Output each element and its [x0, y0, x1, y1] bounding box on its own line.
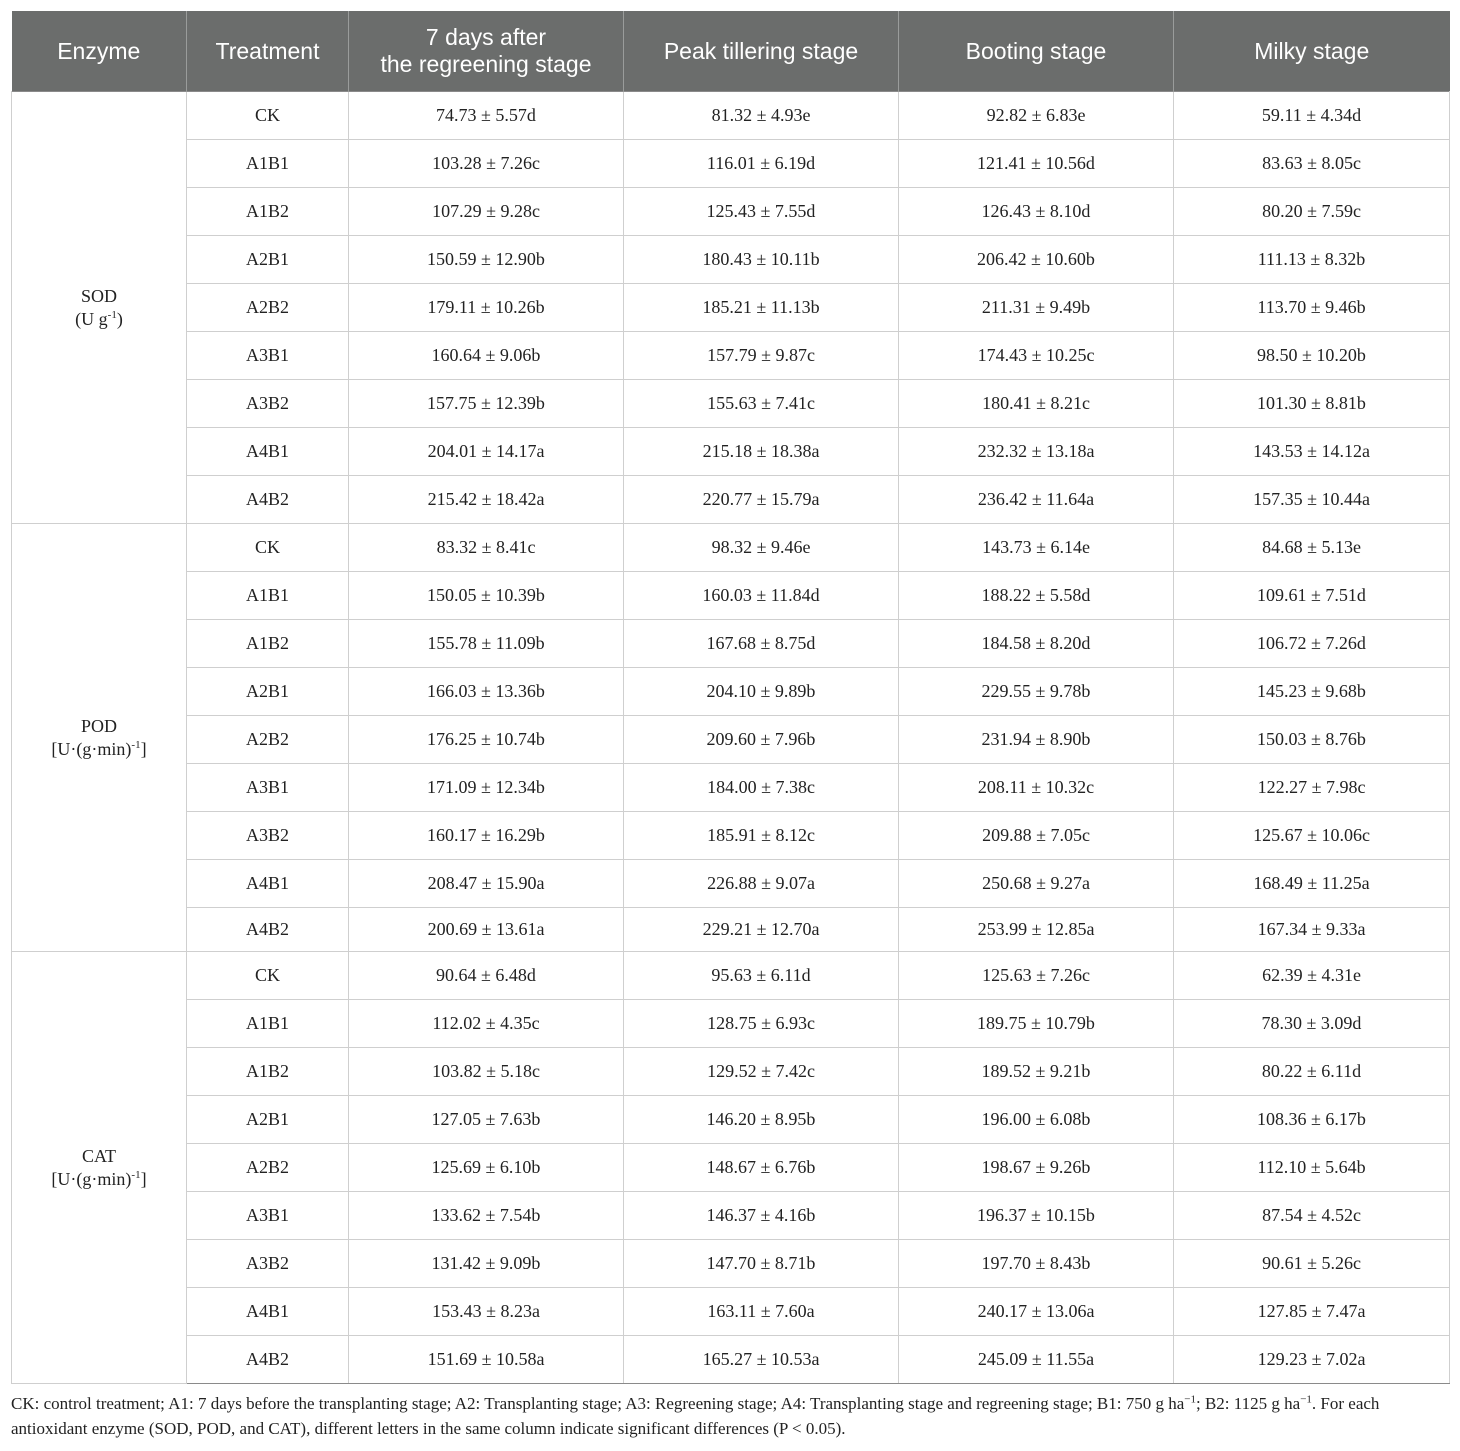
- value-cell: 245.09 ± 11.55a: [899, 1336, 1174, 1384]
- treatment-cell: CK: [187, 524, 349, 572]
- value-cell: 80.20 ± 7.59c: [1174, 188, 1450, 236]
- value-cell: 80.22 ± 6.11d: [1174, 1048, 1450, 1096]
- value-cell: 106.72 ± 7.26d: [1174, 620, 1450, 668]
- value-cell: 111.13 ± 8.32b: [1174, 236, 1450, 284]
- treatment-cell: A4B1: [187, 1288, 349, 1336]
- value-cell: 147.70 ± 8.71b: [624, 1240, 899, 1288]
- treatment-cell: A2B1: [187, 236, 349, 284]
- treatment-cell: A3B1: [187, 332, 349, 380]
- value-cell: 129.23 ± 7.02a: [1174, 1336, 1450, 1384]
- treatment-cell: A1B1: [187, 572, 349, 620]
- value-cell: 208.11 ± 10.32c: [899, 764, 1174, 812]
- enzyme-name: CAT: [81, 1145, 116, 1166]
- value-cell: 209.88 ± 7.05c: [899, 812, 1174, 860]
- treatment-cell: A3B2: [187, 1240, 349, 1288]
- value-cell: 157.79 ± 9.87c: [624, 332, 899, 380]
- table-row: [12, 236, 1450, 284]
- table-row: [12, 188, 1450, 236]
- value-cell: 101.30 ± 8.81b: [1174, 380, 1450, 428]
- treatment-cell: A2B2: [187, 284, 349, 332]
- value-cell: 151.69 ± 10.58a: [349, 1336, 624, 1384]
- value-cell: 59.11 ± 4.34d: [1174, 92, 1450, 140]
- value-cell: 157.35 ± 10.44a: [1174, 476, 1450, 524]
- value-cell: 128.75 ± 6.93c: [624, 1000, 899, 1048]
- value-cell: 155.63 ± 7.41c: [624, 380, 899, 428]
- value-cell: 200.69 ± 13.61a: [349, 908, 624, 952]
- treatment-cell: A2B2: [187, 1144, 349, 1192]
- value-cell: 179.11 ± 10.26b: [349, 284, 624, 332]
- table-row: [12, 716, 1450, 764]
- footnote-part2: ; B2: 1125 g ha: [1196, 1394, 1301, 1413]
- value-cell: 167.68 ± 8.75d: [624, 620, 899, 668]
- value-cell: 232.32 ± 13.18a: [899, 428, 1174, 476]
- value-cell: 229.55 ± 9.78b: [899, 668, 1174, 716]
- value-cell: 109.61 ± 7.51d: [1174, 572, 1450, 620]
- value-cell: 184.58 ± 8.20d: [899, 620, 1174, 668]
- treatment-cell: A2B1: [187, 1096, 349, 1144]
- value-cell: 236.42 ± 11.64a: [899, 476, 1174, 524]
- header-peak-tillering: Peak tillering stage: [624, 11, 899, 92]
- value-cell: 125.69 ± 6.10b: [349, 1144, 624, 1192]
- value-cell: 83.63 ± 8.05c: [1174, 140, 1450, 188]
- value-cell: 126.43 ± 8.10d: [899, 188, 1174, 236]
- table-row: [12, 1144, 1450, 1192]
- enzyme-name: POD: [80, 715, 117, 736]
- treatment-cell: A2B2: [187, 716, 349, 764]
- value-cell: 103.28 ± 7.26c: [349, 140, 624, 188]
- header-7-days-after-regreening: [349, 11, 624, 92]
- value-cell: 174.43 ± 10.25c: [899, 332, 1174, 380]
- value-cell: 127.05 ± 7.63b: [349, 1096, 624, 1144]
- table-row: [12, 140, 1450, 188]
- enzyme-unit-suffix: ]: [140, 738, 147, 759]
- treatment-cell: A1B1: [187, 140, 349, 188]
- value-cell: 198.67 ± 9.26b: [899, 1144, 1174, 1192]
- enzyme-unit-prefix: (U g: [75, 308, 108, 329]
- value-cell: 112.10 ± 5.64b: [1174, 1144, 1450, 1192]
- table-row: [12, 1000, 1450, 1048]
- value-cell: 171.09 ± 12.34b: [349, 764, 624, 812]
- table-row: [12, 284, 1450, 332]
- value-cell: 150.03 ± 8.76b: [1174, 716, 1450, 764]
- header-milky: Milky stage: [1174, 11, 1450, 92]
- table-footnote: [11, 1391, 1451, 1441]
- value-cell: 215.18 ± 18.38a: [624, 428, 899, 476]
- enzyme-unit-suffix: ): [116, 308, 123, 329]
- value-cell: 146.37 ± 4.16b: [624, 1192, 899, 1240]
- table-row: [12, 1192, 1450, 1240]
- treatment-cell: A1B2: [187, 188, 349, 236]
- value-cell: 84.68 ± 5.13e: [1174, 524, 1450, 572]
- value-cell: 204.01 ± 14.17a: [349, 428, 624, 476]
- value-cell: 95.63 ± 6.11d: [624, 952, 899, 1000]
- table-row: [12, 668, 1450, 716]
- value-cell: 103.82 ± 5.18c: [349, 1048, 624, 1096]
- value-cell: 240.17 ± 13.06a: [899, 1288, 1174, 1336]
- enzyme-cell-pod: [12, 524, 187, 952]
- value-cell: 131.42 ± 9.09b: [349, 1240, 624, 1288]
- value-cell: 231.94 ± 8.90b: [899, 716, 1174, 764]
- value-cell: 220.77 ± 15.79a: [624, 476, 899, 524]
- table-row: [12, 1336, 1450, 1384]
- value-cell: 253.99 ± 12.85a: [899, 908, 1174, 952]
- treatment-cell: A4B2: [187, 1336, 349, 1384]
- value-cell: 78.30 ± 3.09d: [1174, 1000, 1450, 1048]
- value-cell: 155.78 ± 11.09b: [349, 620, 624, 668]
- value-cell: 196.37 ± 10.15b: [899, 1192, 1174, 1240]
- table-row: [12, 428, 1450, 476]
- value-cell: 185.91 ± 8.12c: [624, 812, 899, 860]
- value-cell: 184.00 ± 7.38c: [624, 764, 899, 812]
- header-booting: Booting stage: [899, 11, 1174, 92]
- value-cell: 189.52 ± 9.21b: [899, 1048, 1174, 1096]
- value-cell: 215.42 ± 18.42a: [349, 476, 624, 524]
- header-col1-line2: the regreening stage: [380, 51, 592, 77]
- table-row: [12, 952, 1450, 1000]
- value-cell: 87.54 ± 4.52c: [1174, 1192, 1450, 1240]
- value-cell: 98.50 ± 10.20b: [1174, 332, 1450, 380]
- value-cell: 92.82 ± 6.83e: [899, 92, 1174, 140]
- value-cell: 160.64 ± 9.06b: [349, 332, 624, 380]
- treatment-cell: A2B1: [187, 668, 349, 716]
- table-row: [12, 524, 1450, 572]
- value-cell: 206.42 ± 10.60b: [899, 236, 1174, 284]
- value-cell: 108.36 ± 6.17b: [1174, 1096, 1450, 1144]
- table-row: [12, 812, 1450, 860]
- value-cell: 189.75 ± 10.79b: [899, 1000, 1174, 1048]
- enzyme-unit-exponent: -1: [131, 1168, 141, 1181]
- value-cell: 146.20 ± 8.95b: [624, 1096, 899, 1144]
- table-row: [12, 1240, 1450, 1288]
- value-cell: 250.68 ± 9.27a: [899, 860, 1174, 908]
- value-cell: 153.43 ± 8.23a: [349, 1288, 624, 1336]
- header-col1-line1: 7 days after: [425, 24, 547, 50]
- value-cell: 90.64 ± 6.48d: [349, 952, 624, 1000]
- enzyme-unit-exponent: -1: [131, 738, 141, 751]
- header-treatment: Treatment: [187, 11, 349, 92]
- value-cell: 160.03 ± 11.84d: [624, 572, 899, 620]
- table-row: [12, 908, 1450, 952]
- value-cell: 133.62 ± 7.54b: [349, 1192, 624, 1240]
- value-cell: 163.11 ± 7.60a: [624, 1288, 899, 1336]
- value-cell: 229.21 ± 12.70a: [624, 908, 899, 952]
- value-cell: 196.00 ± 6.08b: [899, 1096, 1174, 1144]
- value-cell: 148.67 ± 6.76b: [624, 1144, 899, 1192]
- enzyme-unit-suffix: ]: [140, 1168, 147, 1189]
- value-cell: 129.52 ± 7.42c: [624, 1048, 899, 1096]
- table-row: [12, 380, 1450, 428]
- footnote-part1: CK: control treatment; A1: 7 days before the transplanting stage; A2: Transplanting stage; A3: Regreening stage; A4: Transplanting stage and regreening stage; B1: 750 g ha: [11, 1394, 1185, 1413]
- treatment-cell: A3B1: [187, 1192, 349, 1240]
- table-row: [12, 764, 1450, 812]
- value-cell: 185.21 ± 11.13b: [624, 284, 899, 332]
- value-cell: 209.60 ± 7.96b: [624, 716, 899, 764]
- table-row: [12, 620, 1450, 668]
- footnote-sup2: −1: [1300, 1393, 1312, 1406]
- enzyme-cell-sod: [12, 92, 187, 524]
- treatment-cell: CK: [187, 952, 349, 1000]
- treatment-cell: A3B1: [187, 764, 349, 812]
- header-enzyme: Enzyme: [12, 11, 187, 92]
- treatment-cell: A4B2: [187, 476, 349, 524]
- table-row: [12, 476, 1450, 524]
- value-cell: 74.73 ± 5.57d: [349, 92, 624, 140]
- value-cell: 116.01 ± 6.19d: [624, 140, 899, 188]
- value-cell: 165.27 ± 10.53a: [624, 1336, 899, 1384]
- treatment-cell: A1B1: [187, 1000, 349, 1048]
- footnote-sup1: −1: [1184, 1393, 1196, 1406]
- treatment-cell: CK: [187, 92, 349, 140]
- value-cell: 226.88 ± 9.07a: [624, 860, 899, 908]
- enzyme-unit-prefix: [U·(g·min): [51, 738, 132, 759]
- value-cell: 62.39 ± 4.31e: [1174, 952, 1450, 1000]
- value-cell: 180.41 ± 8.21c: [899, 380, 1174, 428]
- value-cell: 157.75 ± 12.39b: [349, 380, 624, 428]
- value-cell: 211.31 ± 9.49b: [899, 284, 1174, 332]
- value-cell: 125.63 ± 7.26c: [899, 952, 1174, 1000]
- footnote-part3: . For each antioxidant enzyme (SOD, POD, and CAT), different letters in the same column indicate significant differences (P < 0.05).: [11, 1394, 1380, 1438]
- value-cell: 113.70 ± 9.46b: [1174, 284, 1450, 332]
- value-cell: 197.70 ± 8.43b: [899, 1240, 1174, 1288]
- value-cell: 208.47 ± 15.90a: [349, 860, 624, 908]
- value-cell: 150.05 ± 10.39b: [349, 572, 624, 620]
- enzyme-unit-prefix: [U·(g·min): [51, 1168, 132, 1189]
- value-cell: 122.27 ± 7.98c: [1174, 764, 1450, 812]
- treatment-cell: A4B1: [187, 860, 349, 908]
- treatment-cell: A1B2: [187, 620, 349, 668]
- value-cell: 107.29 ± 9.28c: [349, 188, 624, 236]
- table-row: [12, 860, 1450, 908]
- treatment-cell: A3B2: [187, 812, 349, 860]
- header-row: [12, 11, 1450, 92]
- table-body: [12, 92, 1450, 1384]
- table-row: [12, 1048, 1450, 1096]
- value-cell: 83.32 ± 8.41c: [349, 524, 624, 572]
- value-cell: 143.53 ± 14.12a: [1174, 428, 1450, 476]
- value-cell: 150.59 ± 12.90b: [349, 236, 624, 284]
- table-row: [12, 332, 1450, 380]
- value-cell: 168.49 ± 11.25a: [1174, 860, 1450, 908]
- enzyme-name: SOD: [80, 285, 117, 306]
- treatment-cell: A4B2: [187, 908, 349, 952]
- value-cell: 98.32 ± 9.46e: [624, 524, 899, 572]
- enzyme-activity-table: [11, 11, 1450, 1384]
- table-row: [12, 572, 1450, 620]
- value-cell: 125.67 ± 10.06c: [1174, 812, 1450, 860]
- value-cell: 204.10 ± 9.89b: [624, 668, 899, 716]
- enzyme-cell-cat: [12, 952, 187, 1384]
- value-cell: 160.17 ± 16.29b: [349, 812, 624, 860]
- value-cell: 121.41 ± 10.56d: [899, 140, 1174, 188]
- value-cell: 176.25 ± 10.74b: [349, 716, 624, 764]
- value-cell: 125.43 ± 7.55d: [624, 188, 899, 236]
- table-row: [12, 1288, 1450, 1336]
- value-cell: 90.61 ± 5.26c: [1174, 1240, 1450, 1288]
- value-cell: 166.03 ± 13.36b: [349, 668, 624, 716]
- value-cell: 112.02 ± 4.35c: [349, 1000, 624, 1048]
- value-cell: 167.34 ± 9.33a: [1174, 908, 1450, 952]
- enzyme-unit-exponent: -1: [107, 308, 117, 321]
- table-row: [12, 1096, 1450, 1144]
- table-row: [12, 92, 1450, 140]
- value-cell: 143.73 ± 6.14e: [899, 524, 1174, 572]
- treatment-cell: A3B2: [187, 380, 349, 428]
- value-cell: 188.22 ± 5.58d: [899, 572, 1174, 620]
- value-cell: 180.43 ± 10.11b: [624, 236, 899, 284]
- treatment-cell: A4B1: [187, 428, 349, 476]
- treatment-cell: A1B2: [187, 1048, 349, 1096]
- value-cell: 145.23 ± 9.68b: [1174, 668, 1450, 716]
- value-cell: 127.85 ± 7.47a: [1174, 1288, 1450, 1336]
- value-cell: 81.32 ± 4.93e: [624, 92, 899, 140]
